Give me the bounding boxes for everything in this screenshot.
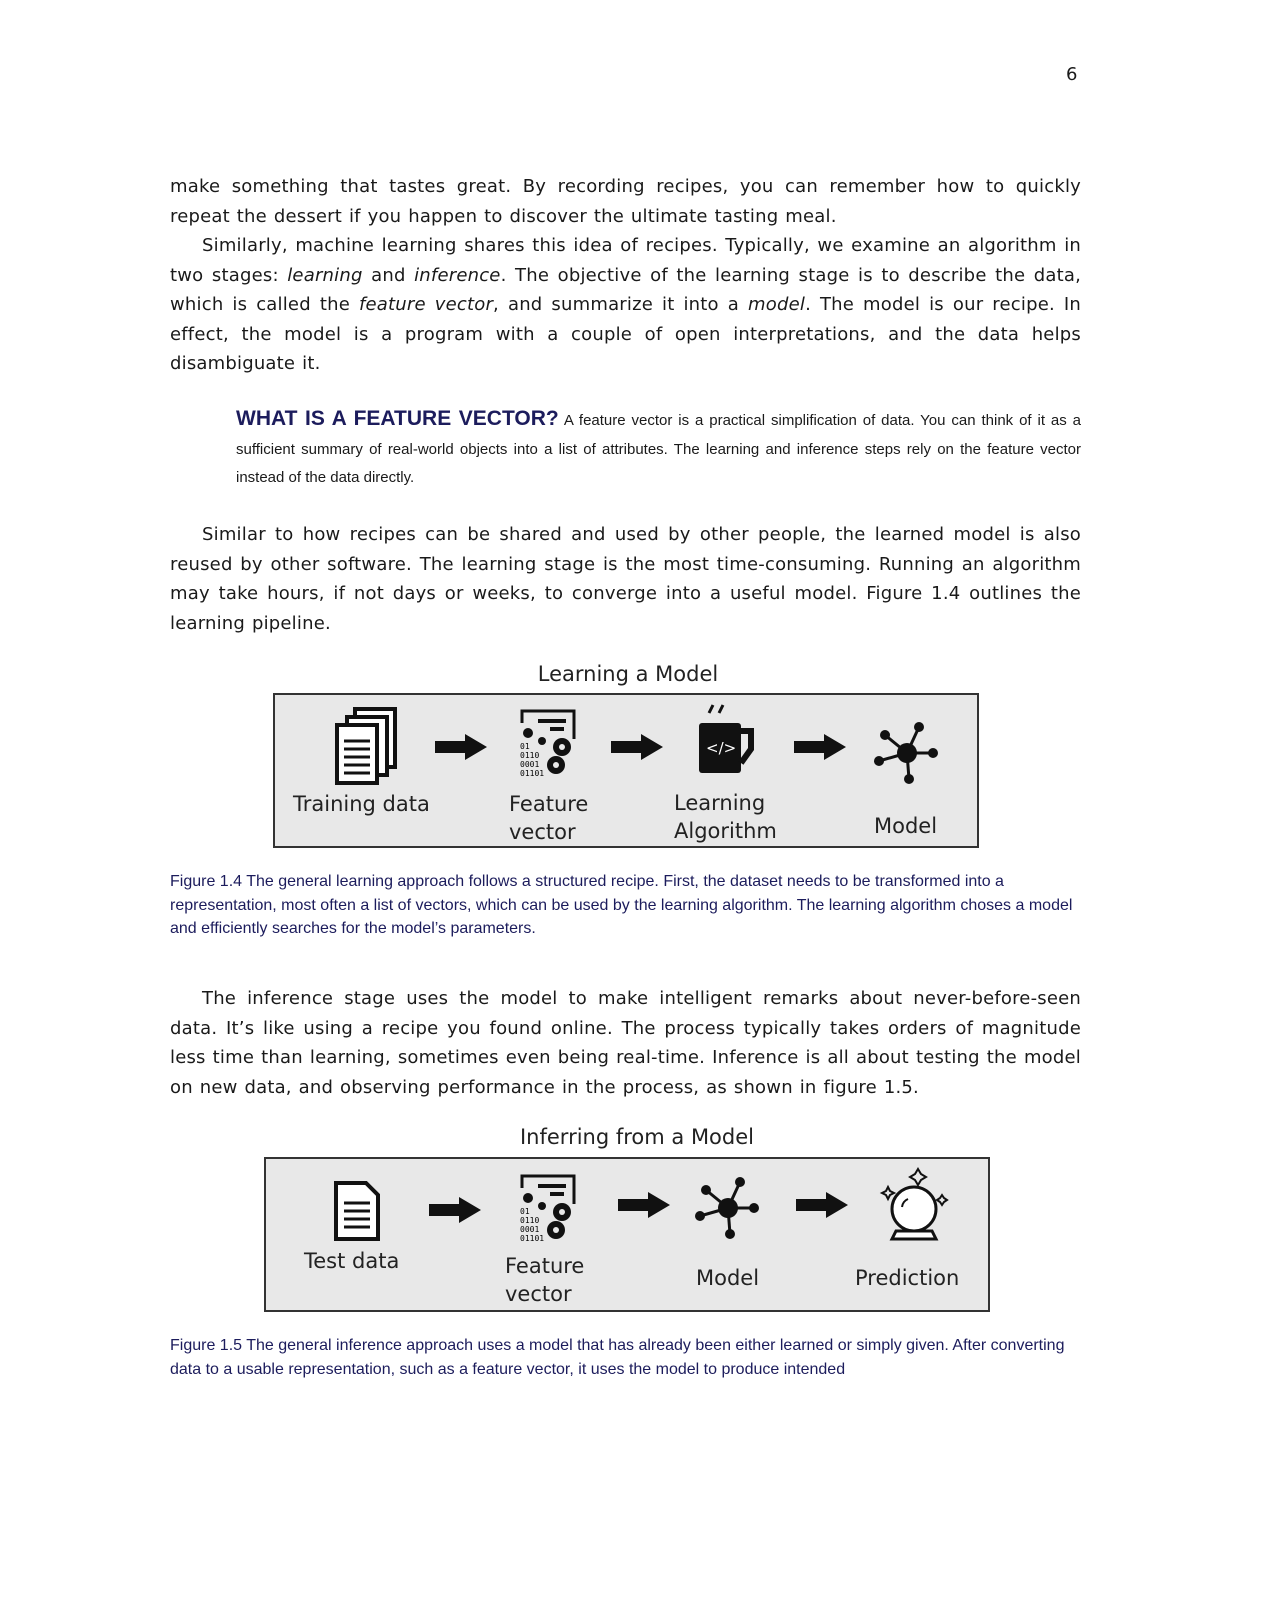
label-model: Model (874, 814, 938, 838)
label-training-data: Training data (293, 792, 430, 816)
figure-title: Inferring from a Model (519, 1125, 754, 1149)
svg-text:0110: 0110 (520, 751, 540, 760)
figure-inference (264, 1157, 990, 1312)
arrow-right-icon (609, 732, 665, 762)
emphasis: model (748, 294, 806, 315)
feature-vector-icon (518, 707, 580, 779)
sidebar-feature-vector (236, 405, 1081, 493)
svg-text:01101: 01101 (520, 769, 545, 778)
label-prediction: Prediction (855, 1266, 960, 1290)
emphasis: inference (414, 264, 501, 286)
code-mug-icon (693, 701, 759, 775)
svg-text:01: 01 (520, 1207, 530, 1216)
page-number: 6 (1066, 64, 1078, 85)
emphasis: learning (287, 264, 363, 286)
arrow-right-icon (794, 1190, 850, 1220)
label-feature-vector: Feature vector (505, 1254, 585, 1306)
document-icon (332, 1179, 382, 1243)
arrow-right-icon (433, 732, 489, 762)
svg-text:</>: </> (706, 739, 737, 757)
documents-icon (331, 705, 401, 787)
emphasis: feature vector (358, 294, 494, 315)
svg-text:01101: 01101 (520, 1234, 545, 1243)
text: and (362, 264, 415, 286)
paragraph (170, 231, 1081, 379)
figure-title: Learning a Model (537, 662, 719, 686)
arrow-right-icon (616, 1190, 672, 1220)
text: . The model is our recipe. In effect, the model is a program with a couple of open interpretations, and the data helps disambiguate it. (170, 294, 1082, 374)
label-learning-algorithm: Learning Algorithm (674, 791, 777, 843)
label-test-data: Test data (304, 1249, 400, 1273)
svg-text:0001: 0001 (520, 1225, 540, 1234)
text: Similar to how recipes can be shared and used by other people, the learned model is also reused by other software. The learning stage is the most time-consuming. Running an algorithm may take hours, if not days or weeks, to converge into a useful model. Figure 1.4 outlines the learning pipeline. (170, 524, 1081, 634)
feature-vector-icon (518, 1172, 580, 1244)
paragraph (170, 520, 1081, 638)
figure-learning (273, 693, 979, 848)
paragraph (170, 984, 1081, 1102)
svg-text:01: 01 (520, 742, 530, 751)
text: Similarly, machine learning shares this idea of recipes. Typically, we examine an algorithm in two stages: (170, 235, 1081, 286)
figure-caption: Figure 1.4 The general learning approach follows a structured recipe. First, the dataset needs to be transformed into a representation, most often a list of vectors, which can be used by the learning algorithm. The learning algorithm choses a model and efficiently searches for the model’s parameters. (170, 873, 1073, 937)
arrow-right-icon (792, 732, 848, 762)
label-feature-vector: Feature vector (509, 792, 589, 844)
crystal-ball-icon (878, 1165, 950, 1245)
arrow-right-icon (427, 1195, 483, 1225)
text: . The objective of the learning stage is to describe the data, which is called the (170, 264, 1082, 315)
text: , and summarize it into a (493, 294, 748, 315)
network-model-icon (692, 1176, 762, 1240)
svg-text:0001: 0001 (520, 760, 540, 769)
figure-caption: Figure 1.5 The general inference approach uses a model that has already been either learned or simply given. After converting data to a usable representation, such as a feature vector, it uses the model to produce intended (170, 1337, 1065, 1378)
sidebar-heading: WHAT IS A FEATURE VECTOR? (236, 407, 559, 430)
svg-text:0110: 0110 (520, 1216, 540, 1225)
label-model: Model (696, 1266, 760, 1290)
text: The inference stage uses the model to make intelligent remarks about never-before-seen data. It’s like using a recipe you found online. The process typically takes orders of magnitude less time than learning, sometimes even being real-time. Inference is all about testing the model on new data, and observing performance in the process, as shown in figure 1.5. (170, 988, 1081, 1098)
sidebar-body: A feature vector is a practical simplification of data. You can think of it as a sufficient summary of real-world objects into a list of attributes. The learning and inference steps rely on the feature vector instead of the data directly. (236, 412, 1081, 486)
network-model-icon (871, 721, 941, 785)
paragraph: make something that tastes great. By recording recipes, you can remember how to quickly repeat the dessert if you happen to discover the ultimate tasting meal. (170, 176, 1081, 227)
